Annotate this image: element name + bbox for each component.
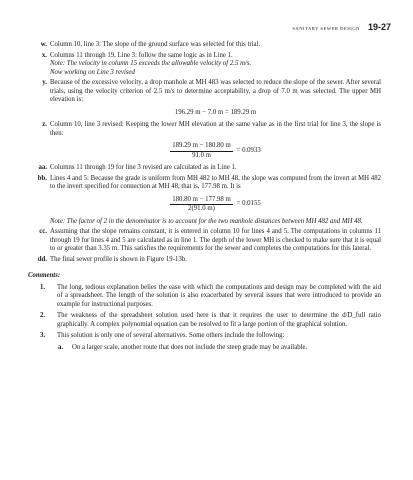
item-label: w. [40,41,47,48]
note-text: Now working on Line 3 revised [50,68,135,76]
list-item-cc [28,228,381,254]
item-text: Columns 11 through 19, Line 3: follow the same logic as in Line 1. [50,51,233,59]
item-label: x. [41,51,47,59]
equation-result: = 0.0155 [236,200,261,208]
list-item-w [28,41,381,50]
list-item-bb [28,175,381,227]
item-text: Assuming that the slope remains constant, it is entered in column 10 for lines 4 and 5. The computations in columns 11 through 19 for lines 4 and 5 are calculated as in line 1. The depth of the lower MH is checked to make sure that it is equal to or greater than 3.35 m. This satisfies the requirements for the sewer and completes the computations for this lateral. [50,228,381,252]
comment-text: The weakness of the spreadsheet solution used here is that it requires the user to determine the d/D_full ratio graphically. A complex polynomial equation can be resolved to fit a large portion of the graphical solution. [57,312,381,328]
item-text: Because of the excessive velocity, a drop manhole at MH 483 was selected to reduce the slope of the sewer. After several trials, using the velocity criterion of 2.5 m/s to determine acceptability, a drop of 7.0 m was selected. The upper MH elevation is: [50,79,381,103]
comment-item-3 [28,332,381,341]
list-item-aa [28,164,381,173]
fraction-denominator: 2(91.0 m) [188,205,215,212]
item-label: z. [42,121,47,128]
comment-item-2 [28,312,381,329]
comment-text: The long, tedious explanation belies the ease with which the computations and design may be completed with the aid of a spreadsheet. The length of the solution is also exacerbated by several issues that were introduced to provide an example for instructional purposes. [57,283,381,308]
page-body [28,41,381,352]
comment-subitem-a [28,344,381,353]
item-text: Column 10, line 3: The slope of the ground surface was selected for this trial. [50,41,261,48]
note-text: Note: The velocity in column 15 exceeds the allowable velocity of 2.5 m/s. [50,60,252,67]
list-item-y [28,79,381,117]
page-number: 19-27 [367,22,391,32]
item-label: cc. [39,228,47,235]
item-label: y. [42,79,47,86]
page-header [292,22,391,34]
fraction-numerator: 180.80 m − 177.98 m [170,196,233,206]
item-text: Columns 11 through 19 for line 3 revised are calculated as in Line 1. [50,164,237,171]
list-item-x [28,52,381,78]
item-label: bb. [37,174,47,182]
comment-text: This solution is only one of several alternatives. Some others include the following: [57,332,285,339]
item-label: dd. [37,255,47,263]
comment-label: 3. [40,332,46,339]
comments-heading: Comments: [28,272,61,279]
equation: 196.29 m − 7.0 m = 189.29 m [174,108,257,116]
equation [50,196,381,214]
note-text: Note: The factor of 2 in the denominator is to account for the two manhole distances between MH 482 and MH 48. [50,217,363,225]
comment-label: 1. [40,283,46,291]
comment-subtext: On a larger scale, another route that does not include the steep grade may be available. [72,343,308,351]
list-item-dd [28,256,381,265]
fraction [170,196,233,214]
running-head: SANITARY SEWER DESIGN [292,26,360,31]
comment-sublabel: a. [58,343,64,351]
fraction [170,142,233,160]
comment-label: 2. [40,312,46,319]
comment-item-1 [28,284,381,310]
item-text: Lines 4 and 5: Because the grade is uniform from MH 482 to MH 48, the slope was computed from the invert at MH 482 to the invert specified for connection at MH 48, that is, 177.98 m. It is [50,174,381,190]
equation [50,142,381,160]
fraction-denominator: 91.0 m [192,151,211,159]
item-text: Column 10, line 3 revised: Keeping the lower MH elevation at the same value as in the first trial for line 3, the slope is then: [50,121,381,137]
list-item-z [28,121,381,160]
item-label: aa. [38,164,47,171]
fraction-numerator: 189.29 m − 180.80 m [170,142,233,152]
equation-result: = 0.0933 [236,146,261,154]
item-text: The final sewer profile is shown in Figure 19-13b. [50,255,187,263]
